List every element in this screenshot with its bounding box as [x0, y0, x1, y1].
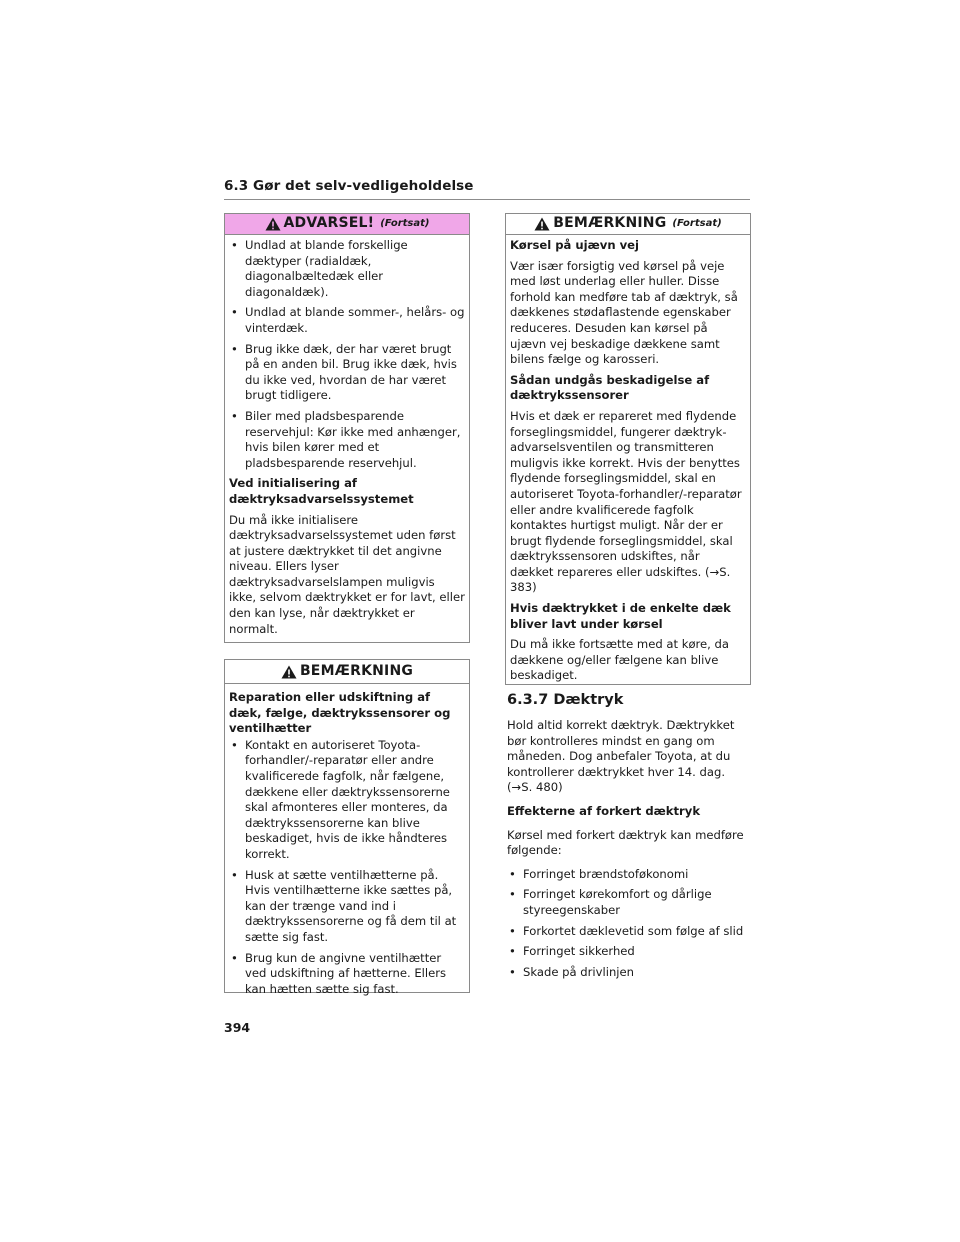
notice-continued-header: [506, 214, 750, 235]
section-heading: 6.3.7 Dæktryk: [507, 692, 624, 708]
list-item: • Forkortet dæklevetid som følge af slid: [507, 924, 751, 940]
list-item: • Undlad at blande sommer-, helårs- og vinterdæk.: [229, 305, 465, 336]
warning-bullets: [229, 238, 465, 471]
warning-box-header: [225, 214, 469, 235]
notice-cont-sub2: Sådan undgås beskadigelse af dæktrykssensorer: [510, 372, 710, 403]
page-number: 394: [224, 1020, 251, 1035]
notice-cont-para1: Vær især forsigtig ved kørsel på veje med løst underlag eller huller. Disse forhold kan medføre tab af dæktryk, så dækkenes stødaflastende egenskaber reduceres. Desuden kan kørsel på ujævn vej beskadige dækkene samt bilens fælge og karosseri.: [510, 258, 738, 367]
notice-box-header: [225, 660, 469, 684]
notice-continued-box: [505, 213, 751, 685]
warning-continued: (Fortsat): [380, 218, 430, 230]
notice-bullets: [229, 738, 465, 998]
warning-title: ADVARSEL!: [283, 215, 375, 232]
notice-cont-continued: (Fortsat): [672, 218, 722, 230]
warning-triangle-icon: [281, 665, 297, 679]
list-item: • Husk at sætte ventilhætterne på. Hvis ventilhætterne ikke sættes på, kan der trænge vand ind i dæktrykssensorerne og få dem til at sætte sig fast.: [229, 868, 465, 946]
section-header: 6.3 Gør det selv-vedligeholdelse: [224, 178, 750, 200]
section-bullets: [507, 867, 751, 981]
list-item: • Forringet brændstoføkonomi: [507, 867, 751, 883]
section-subheading: Effekterne af forkert dæktryk: [507, 803, 701, 818]
notice-cont-para3: Du må ikke fortsætte med at køre, da dækkene og/eller fælgene kan blive beskadiget.: [510, 637, 730, 683]
notice-cont-sub1: Kørsel på ujævn vej: [510, 238, 640, 252]
list-item: • Brug ikke dæk, der har været brugt på en anden bil. Brug ikke dæk, hvis du ikke ved, hvordan de har været brugt tidligere.: [229, 342, 465, 404]
warning-paragraph: Du må ikke initialisere dæktryksadvarselssystemet uden først at justere dæktrykket til det angivne niveau. Ellers lyser dæktryksadvarselslampen muligvis ikke, selvom dæktrykket er for lavt, eller den kan lyse, når dæktrykket er normalt.: [229, 512, 465, 636]
notice-box: [224, 659, 470, 996]
list-item: • Forringet sikkerhed: [507, 944, 751, 960]
notice-cont-para2: Hvis et dæk er repareret med flydende forseglingsmiddel, fungerer dæktryk-advarselsventilen og transmitteren muligvis ikke korrekt. Hvis der benyttes flydende forseglingsmiddel, skal en autoriseret Toyota-forhandler/-reparatør eller andre kvalificerede fagfolk kontaktes hurtigst muligt. Når der er brugt flydende forseglingsmiddel, skal dæktrykssensoren udskiftes, når dækket repareres eller udskiftes. (→S. 383): [510, 408, 742, 595]
warning-subheading: Ved initialisering af dæktryksadvarselssystemet: [229, 476, 414, 506]
list-item: • Biler med pladsbesparende reservehjul: Kør ikke med anhænger, hvis bilen kører med et pladsbesparende reservehjul.: [229, 409, 465, 471]
notice-subheading: Reparation eller udskiftning af dæk, fælge, dæktrykssensorer og ventilhætter: [229, 690, 451, 736]
list-item: • Kontakt en autoriseret Toyota-forhandler/-reparatør eller andre kvalificerede fagfolk, når fælgene, dækkene eller dæktrykssensorerne skal afmonteres eller monteres, da dæktrykssensorerne kan blive beskadiget, hvis de ikke håndteres korrekt.: [229, 738, 465, 863]
warning-triangle-icon: [534, 217, 550, 231]
notice-title: BEMÆRKNING: [299, 662, 414, 679]
notice-cont-sub3: Hvis dæktrykket i de enkelte dæk bliver lavt under kørsel: [510, 601, 731, 631]
section-lead: Kørsel med forkert dæktryk kan medføre følgende:: [507, 827, 744, 858]
notice-cont-title: BEMÆRKNING: [553, 215, 667, 232]
list-item: • Forringet kørekomfort og dårlige styreegenskaber: [507, 887, 751, 918]
warning-triangle-icon: [265, 217, 281, 231]
warning-box: [224, 213, 470, 643]
section-body: [507, 718, 751, 985]
list-item: • Undlad at blande forskellige dæktyper (radialdæk, diagonalbæltedæk eller diagonaldæk).: [229, 238, 465, 300]
list-item: • Brug kun de angivne ventilhætter ved udskiftning af hætterne. Ellers kan hætten sætte sig fast.: [229, 951, 465, 998]
section-intro: Hold altid korrekt dæktryk. Dæktrykket bør kontrolleres mindst en gang om måneden. Dog anbefaler Toyota, at du kontrollerer dæktrykket hver 14. dag. (→S. 480): [507, 718, 735, 795]
list-item: • Skade på drivlinjen: [507, 965, 751, 981]
